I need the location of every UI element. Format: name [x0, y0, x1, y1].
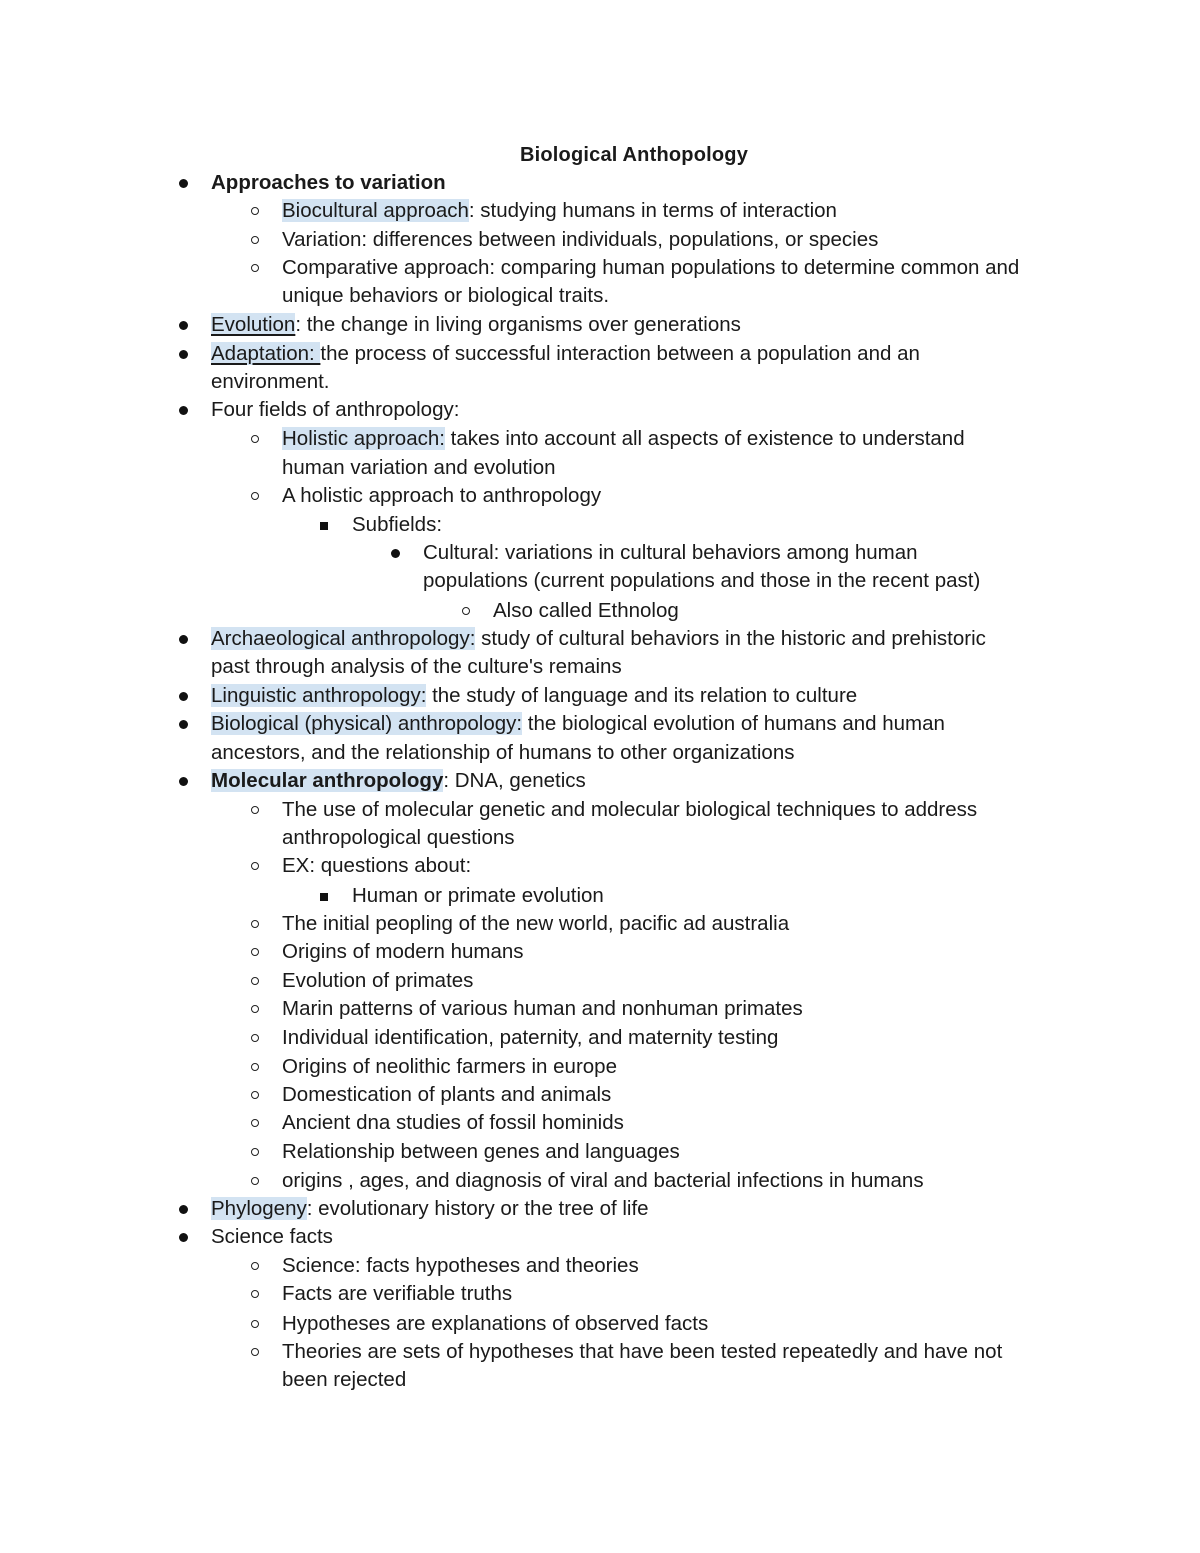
bullet-circle-icon [251, 435, 259, 443]
list-item: Human or primate evolution [352, 882, 604, 910]
bullet-disc-icon [179, 1205, 188, 1214]
list-item: Adaptation: the process of successful interaction between a population and an [211, 340, 920, 368]
list-item: Variation: differences between individuals, populations, or species [282, 226, 878, 254]
list-item-continuation: been rejected [282, 1368, 407, 1391]
highlighted-term: Phylogeny [211, 1197, 307, 1220]
list-item: Cultural: variations in cultural behaviors among human [423, 539, 918, 567]
bullet-circle-icon [251, 1034, 259, 1042]
list-item-continuation: human variation and evolution [282, 456, 556, 479]
list-item: Holistic approach: takes into account all aspects of existence to understand [282, 425, 965, 453]
bullet-square-icon [320, 522, 328, 530]
highlighted-term: Evolution [211, 313, 296, 336]
bullet-circle-icon [251, 1348, 259, 1356]
list-item: Science facts [211, 1223, 333, 1251]
list-item: Hypotheses are explanations of observed facts [282, 1310, 708, 1338]
bullet-disc-icon [179, 321, 188, 330]
list-item: Comparative approach: comparing human populations to determine common and [282, 254, 1019, 282]
bullet-circle-icon [251, 1005, 259, 1013]
bullet-circle-icon [251, 1091, 259, 1099]
bullet-circle-icon [251, 236, 259, 244]
bullet-circle-icon [251, 1290, 259, 1298]
list-item-continuation: past through analysis of the culture's remains [211, 655, 622, 678]
list-item-continuation: unique behaviors or biological traits. [282, 284, 610, 307]
bullet-disc-icon [179, 777, 188, 786]
list-item-continuation: ancestors, and the relationship of humans to other organizations [211, 741, 795, 764]
bullet-circle-icon [251, 1063, 259, 1071]
list-item: Linguistic anthropology: the study of language and its relation to culture [211, 682, 857, 710]
list-item: Four fields of anthropology: [211, 396, 459, 424]
bullet-circle-icon [251, 264, 259, 272]
highlighted-term: Linguistic anthropology: [211, 684, 427, 707]
bullet-circle-icon [251, 1320, 259, 1328]
bullet-circle-icon [251, 948, 259, 956]
bullet-circle-icon [251, 1148, 259, 1156]
list-item: Evolution: the change in living organisms over generations [211, 311, 741, 339]
bullet-disc-icon [179, 635, 188, 644]
list-item: Approaches to variation [211, 169, 446, 197]
list-item: Molecular anthropology: DNA, genetics [211, 767, 586, 795]
bullet-circle-icon [251, 977, 259, 985]
list-item: Relationship between genes and languages [282, 1138, 680, 1166]
list-item: Biological (physical) anthropology: the biological evolution of humans and human [211, 710, 945, 738]
bullet-circle-icon [251, 920, 259, 928]
highlighted-term: Holistic approach: [282, 427, 445, 450]
list-item: Theories are sets of hypotheses that have been tested repeatedly and have not [282, 1338, 1002, 1366]
list-item: Science: facts hypotheses and theories [282, 1252, 639, 1280]
bullet-disc-icon [179, 1233, 188, 1242]
list-item: Domestication of plants and animals [282, 1081, 611, 1109]
highlighted-term: Biological (physical) anthropology: [211, 712, 523, 735]
list-item: Facts are verifiable truths [282, 1280, 512, 1308]
list-item: origins , ages, and diagnosis of viral and bacterial infections in humans [282, 1167, 924, 1195]
bullet-disc-icon [179, 406, 188, 415]
bullet-disc-icon [179, 720, 188, 729]
bullet-disc-icon [179, 350, 188, 359]
list-item: Archaeological anthropology: study of cultural behaviors in the historic and prehistoric [211, 625, 986, 653]
bullet-circle-icon [251, 207, 259, 215]
bullet-disc-icon [391, 549, 400, 558]
bullet-disc-icon [179, 179, 188, 188]
list-item-continuation: populations (current populations and those in the recent past) [423, 569, 981, 592]
bullet-square-icon [320, 893, 328, 901]
list-item: Origins of neolithic farmers in europe [282, 1053, 617, 1081]
list-item: Phylogeny: evolutionary history or the tree of life [211, 1195, 649, 1223]
bullet-circle-icon [251, 1177, 259, 1185]
highlighted-term: Archaeological anthropology: [211, 627, 476, 650]
list-item: EX: questions about: [282, 852, 471, 880]
list-item-continuation: anthropological questions [282, 826, 515, 849]
bullet-circle-icon [251, 492, 259, 500]
list-item-continuation: environment. [211, 370, 330, 393]
highlighted-term: Adaptation: [211, 342, 321, 365]
list-item: A holistic approach to anthropology [282, 482, 601, 510]
list-item: Also called Ethnolog [493, 597, 679, 625]
bullet-circle-icon [251, 862, 259, 870]
bullet-circle-icon [251, 1119, 259, 1127]
bullet-circle-icon [251, 1262, 259, 1270]
list-item: Biocultural approach: studying humans in terms of interaction [282, 197, 837, 225]
highlighted-term: Molecular anthropology [211, 769, 444, 792]
bullet-disc-icon [179, 692, 188, 701]
bullet-circle-icon [251, 806, 259, 814]
page-title: Biological Anthopology [519, 144, 749, 166]
list-item: Evolution of primates [282, 967, 473, 995]
list-item: Marin patterns of various human and nonhuman primates [282, 995, 803, 1023]
list-item: Individual identification, paternity, and maternity testing [282, 1024, 778, 1052]
list-item: The initial peopling of the new world, pacific ad australia [282, 910, 789, 938]
list-item: The use of molecular genetic and molecular biological techniques to address [282, 796, 977, 824]
bullet-circle-icon [462, 607, 470, 615]
list-item: Subfields: [352, 511, 442, 539]
list-item: Ancient dna studies of fossil hominids [282, 1109, 624, 1137]
highlighted-term: Biocultural approach [282, 199, 469, 222]
list-item: Origins of modern humans [282, 938, 524, 966]
